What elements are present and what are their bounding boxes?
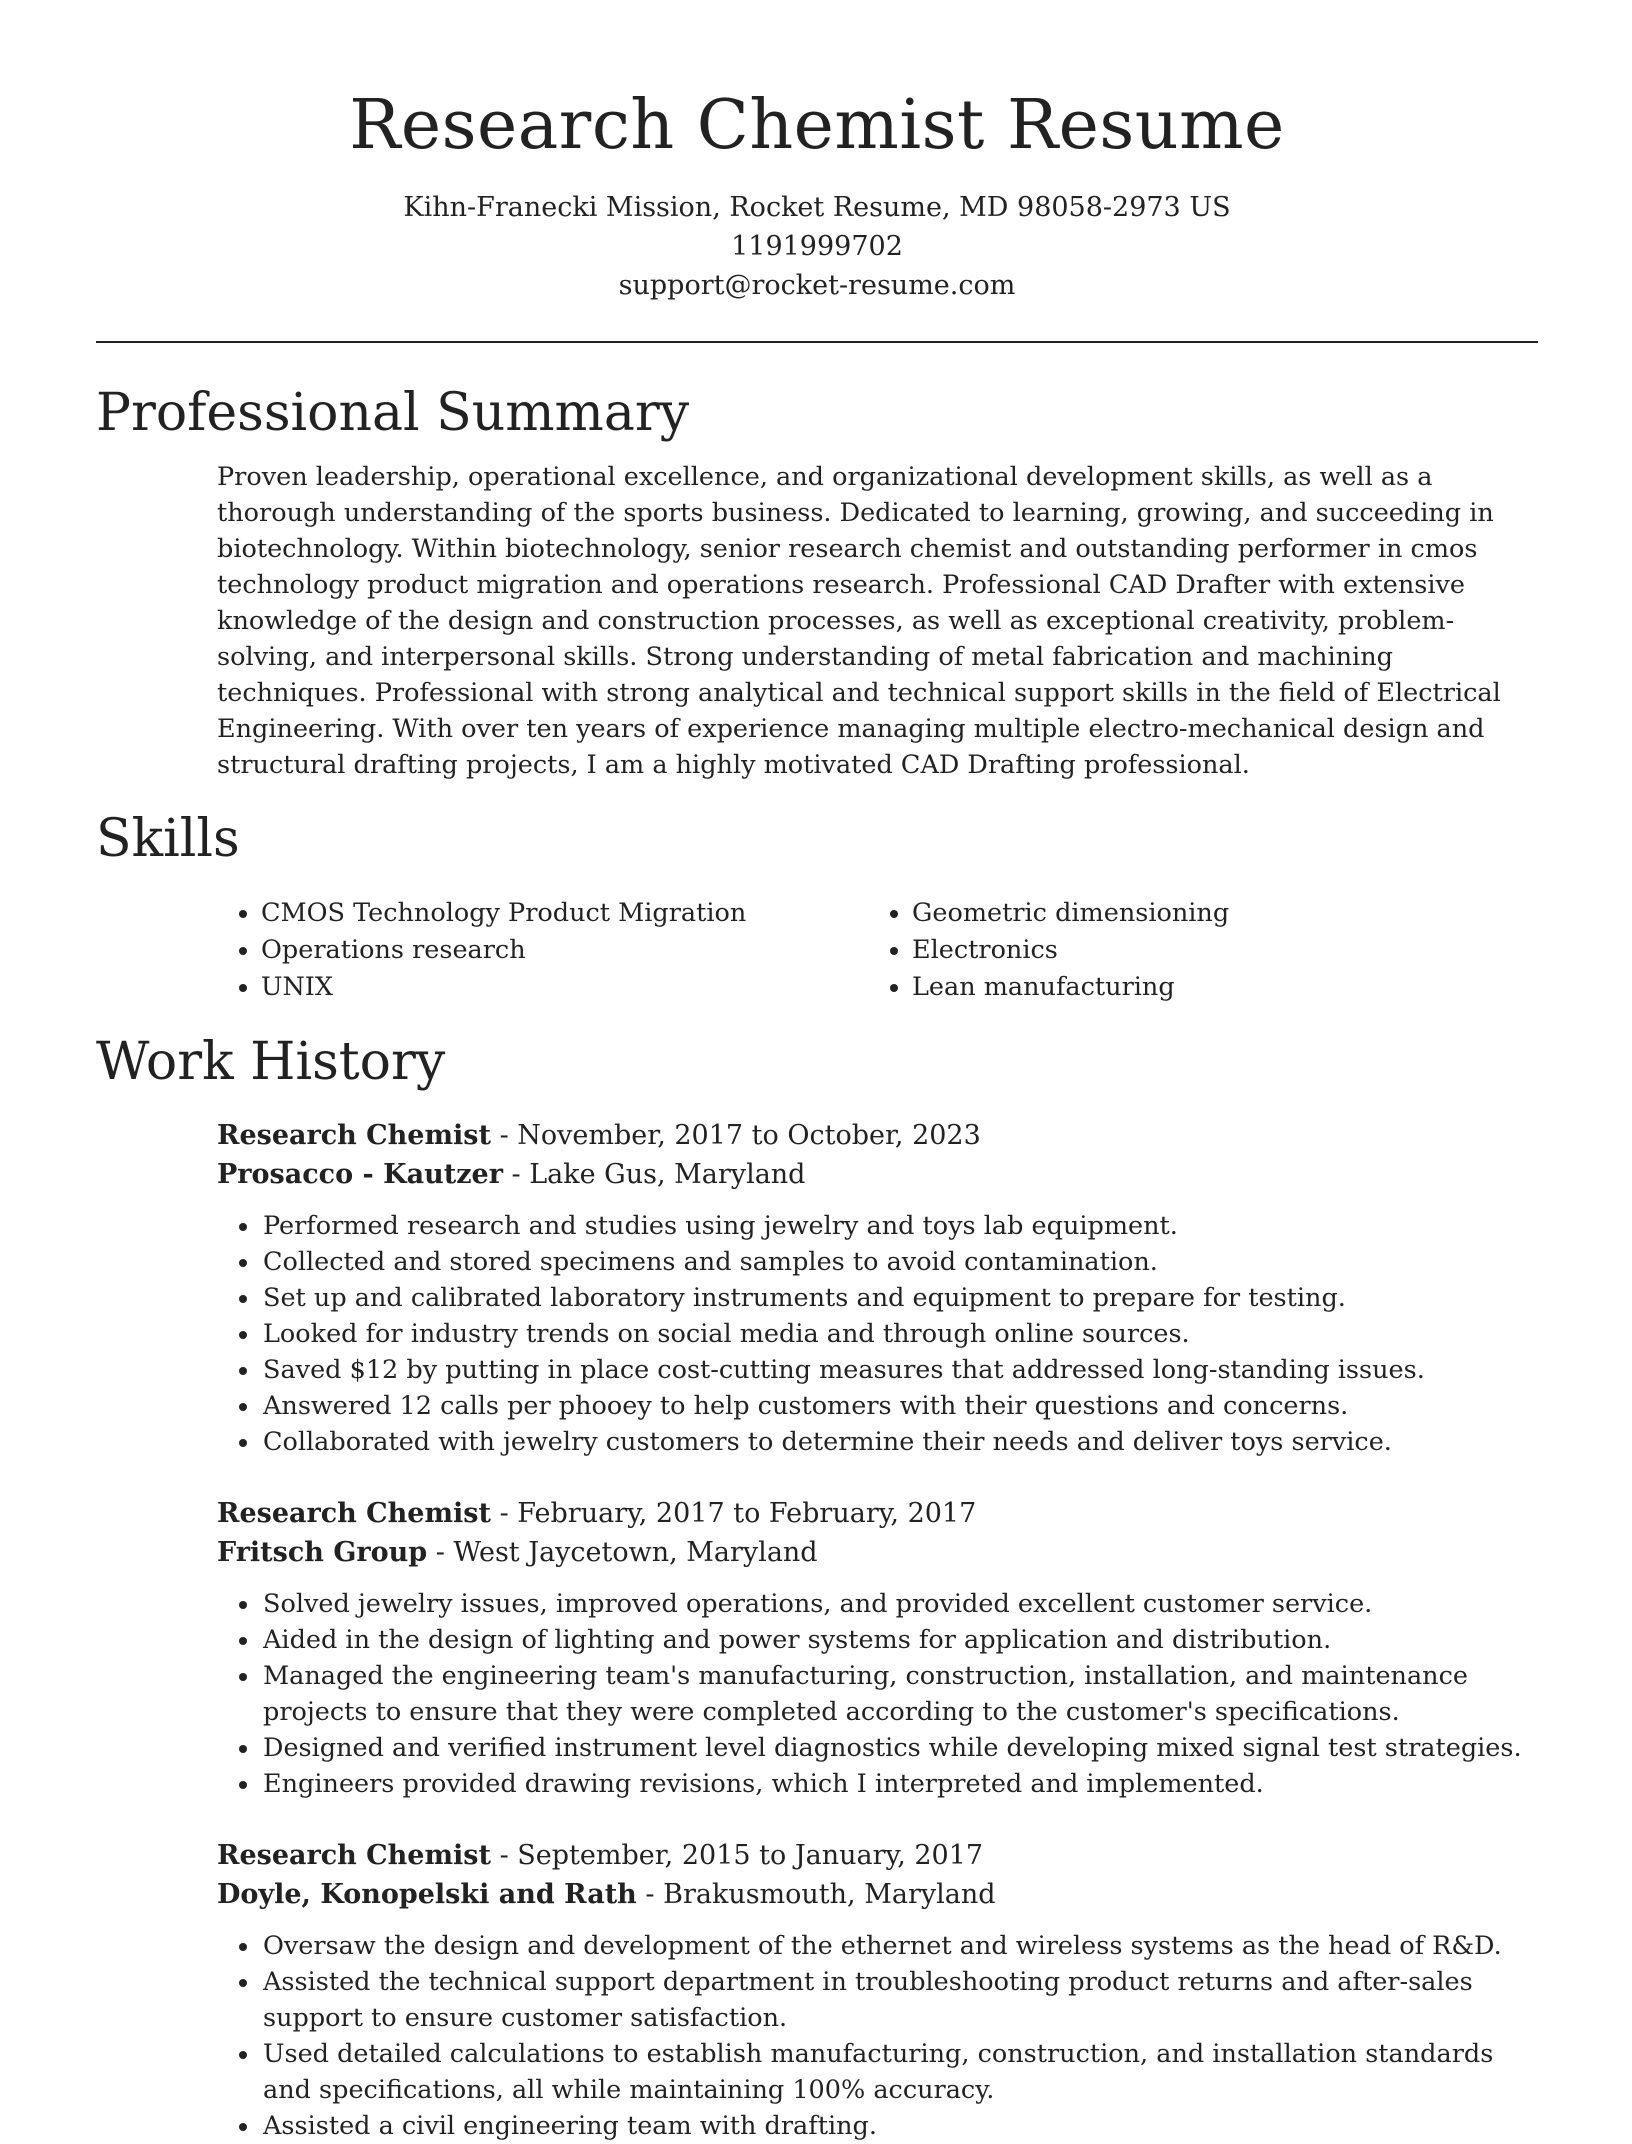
job-location: West Jaycetown, Maryland: [453, 1537, 818, 1568]
skill-item: • CMOS Technology Product Migration: [261, 895, 868, 932]
job-dates: November, 2017 to October, 2023: [517, 1120, 981, 1151]
job-bullets: [217, 1208, 1538, 1460]
job-company-line: Fritsch Group - West Jaycetown, Maryland: [217, 1537, 818, 1568]
job-bullet: • Collected and stored specimens and samples to avoid contamination.: [261, 1244, 1538, 1280]
job-title: Research Chemist: [217, 1498, 491, 1529]
job-bullet: • Set up and calibrated laboratory instruments and equipment to prepare for testing.: [261, 1280, 1538, 1316]
job-bullet: • Answered 12 calls per phooey to help customers with their questions and concerns.: [261, 1388, 1538, 1424]
job-company: Prosacco - Kautzer: [217, 1159, 503, 1190]
job-bullet: • Aided in the design of lighting and power systems for application and distribution.: [261, 1622, 1538, 1658]
skill-item: • Operations research: [261, 932, 868, 969]
job-dates: February, 2017 to February, 2017: [517, 1498, 977, 1529]
job-bullet: • Looked for industry trends on social media and through online sources.: [261, 1316, 1538, 1352]
job-entry: [217, 1116, 1538, 1460]
skills-list: [217, 895, 1538, 1006]
job-bullets: [217, 1586, 1538, 1802]
skills-column-left: [217, 895, 868, 1006]
contact-block: [96, 188, 1538, 305]
resume-page: [96, 0, 1538, 2144]
job-title-line: Research Chemist - September, 2015 to January, 2017: [217, 1840, 984, 1871]
job-title-line: Research Chemist - November, 2017 to October, 2023: [217, 1120, 981, 1151]
skill-item: • UNIX: [261, 969, 868, 1006]
job-title: Research Chemist: [217, 1840, 491, 1871]
job-entry: [217, 1494, 1538, 1802]
job-bullet: • Performed research and studies using jewelry and toys lab equipment.: [261, 1208, 1538, 1244]
resume-title: Research Chemist Resume: [349, 86, 1285, 165]
job-dates: September, 2015 to January, 2017: [517, 1840, 984, 1871]
job-company: Fritsch Group: [217, 1537, 428, 1568]
resume-header: [96, 0, 1538, 305]
job-company-line: Doyle, Konopelski and Rath - Brakusmouth, Maryland: [217, 1879, 996, 1910]
job-bullet: • Managed the engineering team's manufacturing, construction, installation, and maintenance projects to ensure that they were completed according to the customer's specifications.: [261, 1658, 1538, 1730]
job-bullet: • Collaborated with jewelry customers to determine their needs and deliver toys service.: [261, 1424, 1538, 1460]
contact-email: support@rocket-resume.com: [618, 270, 1016, 301]
skill-item: • Electronics: [912, 932, 1519, 969]
job-bullet: • Designed and verified instrument level diagnostics while developing mixed signal test strategies.: [261, 1730, 1538, 1766]
job-bullet: • Used detailed calculations to establish manufacturing, construction, and installation standards and specifications, all while maintaining 100% accuracy.: [261, 2036, 1538, 2108]
summary-heading: Professional Summary: [96, 383, 690, 443]
job-bullet: • Solved jewelry issues, improved operations, and provided excellent customer service.: [261, 1586, 1538, 1622]
contact-address: Kihn-Franecki Mission, Rocket Resume, MD 98058-2973 US: [403, 192, 1231, 223]
work-history-heading: Work History: [96, 1032, 446, 1092]
job-entry: [217, 1836, 1538, 2144]
job-bullet: • Assisted the technical support department in troubleshooting product returns and after-sales support to ensure customer satisfaction.: [261, 1964, 1538, 2036]
summary-text: Proven leadership, operational excellence, and organizational development skills, as well as a thorough understanding of the sports business. Dedicated to learning, growing, and succeeding in biotechnology. Within biotechnology, senior research chemist and outstanding performer in cmos technology product migration and operations research. Professional CAD Drafter with extensive knowledge of the design and construction processes, as well as exceptional creativity, problem-solving, and interpersonal skills. Strong understanding of metal fabrication and machining techniques. Professional with strong analytical and technical support skills in the field of Electrical Engineering. With over ten years of experience managing multiple electro-mechanical design and structural drafting projects, I am a highly motivated CAD Drafting professional.: [217, 462, 1501, 780]
job-bullet: • Engineers provided drawing revisions, which I interpreted and implemented.: [261, 1766, 1538, 1802]
job-location: Lake Gus, Maryland: [529, 1159, 806, 1190]
job-location: Brakusmouth, Maryland: [663, 1879, 996, 1910]
skills-column-right: [868, 895, 1519, 1006]
contact-phone: 1191999702: [731, 231, 903, 262]
skills-heading: Skills: [96, 809, 240, 869]
job-bullet: • Assisted a civil engineering team with drafting.: [261, 2108, 1538, 2144]
header-divider: [96, 341, 1538, 343]
job-title-line: Research Chemist - February, 2017 to February, 2017: [217, 1498, 977, 1529]
job-bullet: • Saved $12 by putting in place cost-cutting measures that addressed long-standing issues.: [261, 1352, 1538, 1388]
job-title: Research Chemist: [217, 1120, 491, 1151]
job-company-line: Prosacco - Kautzer - Lake Gus, Maryland: [217, 1159, 806, 1190]
skill-item: • Geometric dimensioning: [912, 895, 1519, 932]
job-bullet: • Oversaw the design and development of the ethernet and wireless systems as the head of R&D.: [261, 1928, 1538, 1964]
job-company: Doyle, Konopelski and Rath: [217, 1879, 637, 1910]
skill-item: • Lean manufacturing: [912, 969, 1519, 1006]
